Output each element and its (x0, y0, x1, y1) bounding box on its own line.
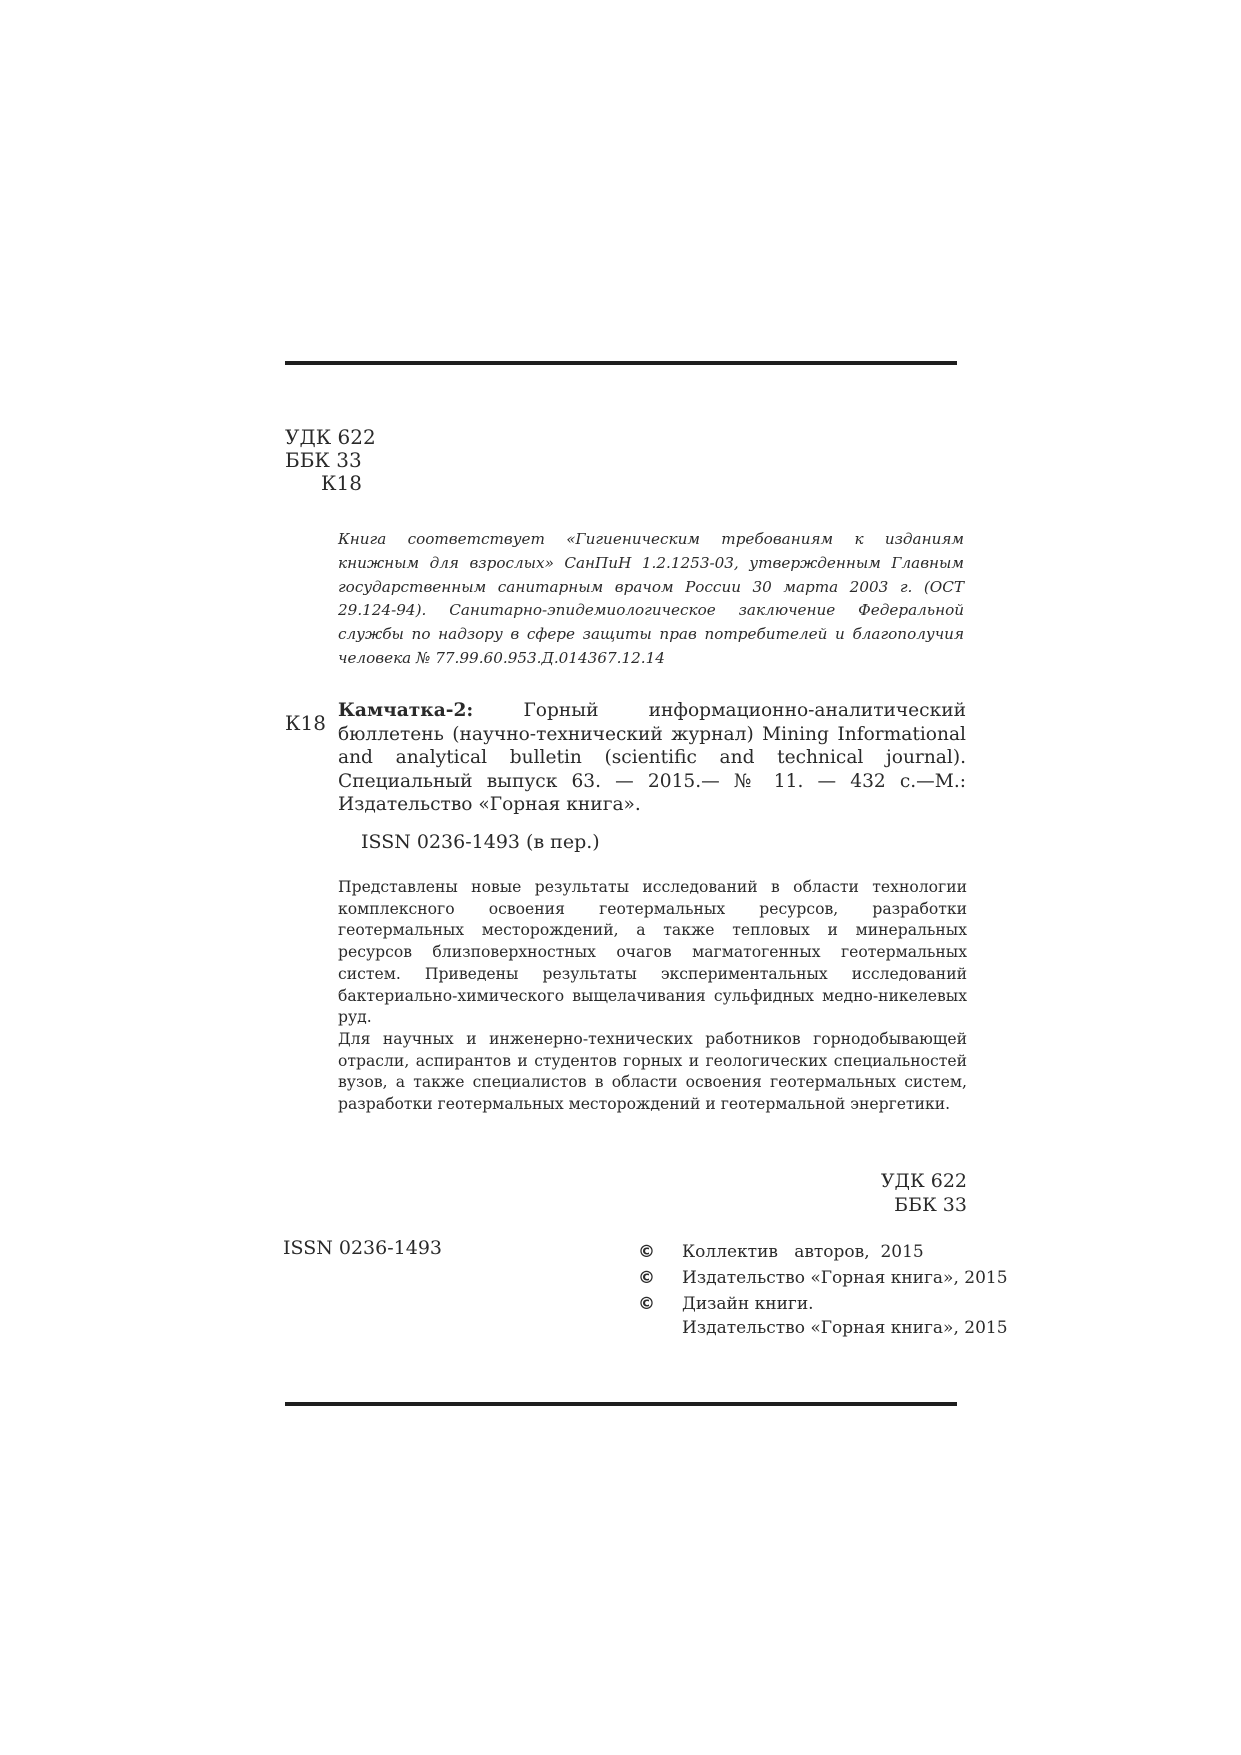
annotation-paragraph: Представлены новые результаты исследований в области технологии комплексного освоения геотермальных ресурсов, разработки геотермальных месторождений, а также тепловых и минеральных ресурсов близповерхностных очагов магматогенных геотермальных систем. Приведены результаты экспериментальных исследований бактериально-химического выщелачивания сульфидных медно-никелевых руд. (338, 878, 967, 1027)
journal-title: Камчатка-2: (338, 700, 474, 721)
copyright-text: Издательство «Горная книга», 2015 (682, 1268, 1008, 1288)
copyright-text: Коллектив авторов, 2015 (682, 1242, 924, 1262)
issn-number: ISSN 0236-1493 (283, 1237, 442, 1259)
copyright-icon: © (638, 1268, 655, 1288)
copyright-icon: © (638, 1242, 655, 1262)
classification-block-top (285, 426, 376, 495)
sanitary-notice: Книга соответствует «Гигиеническим требованиям к изданиям книжным для взрослых» СанПиН 1.2.1253-03, утвержденным Главным государственным санитарным врачом России 30 марта 2003 г. (ОСТ 29.124-94). Санитарно-эпидемиологическое заключение Федеральной службы по надзору в сфере защиты прав потребителей и благополучия человека № 77.99.60.953.Д.014367.12.14 (338, 530, 964, 667)
copyright-icon: © (638, 1294, 655, 1314)
bibliographic-author-mark: К18 (285, 711, 326, 735)
bibliographic-description: Горный информационно-аналитический бюллетень (научно-технический журнал) Mining Informational and analytical bulletin (scientific and technical journal). Специальный выпуск 63. — 2015.— № 11. — 432 с.—М.: Издательство «Горная книга». (338, 700, 966, 815)
author-mark: К18 (321, 471, 362, 495)
udk-code: УДК 622 (880, 1170, 967, 1192)
copyright-line: Издательство «Горная книга», 2015 (682, 1318, 1008, 1338)
bottom-rule (285, 1402, 957, 1406)
bbk-code: ББК 33 (285, 448, 362, 472)
copyright-row (638, 1266, 1008, 1290)
copyright-list (638, 1240, 1008, 1342)
copyright-text (682, 1292, 1008, 1340)
copyright-row (638, 1292, 1008, 1340)
annotation (338, 877, 967, 1116)
annotation-paragraph: Для научных и инженерно-технических работников горнодобывающей отрасли, аспирантов и студентов горных и геологических специальностей вузов, а также специалистов в области освоения геотермальных систем, разработки геотермальных месторождений и геотермальной энергетики. (338, 1029, 967, 1114)
copyright-row (638, 1240, 1008, 1264)
issn-binding-line: ISSN 0236-1493 (в пер.) (361, 831, 600, 853)
bibliographic-record (338, 699, 966, 817)
bbk-code: ББК 33 (894, 1193, 967, 1216)
copyright-line: Дизайн книги. (682, 1294, 814, 1314)
top-rule (285, 361, 957, 365)
udk-code: УДК 622 (285, 425, 376, 449)
classification-block-bottom (881, 1170, 967, 1217)
